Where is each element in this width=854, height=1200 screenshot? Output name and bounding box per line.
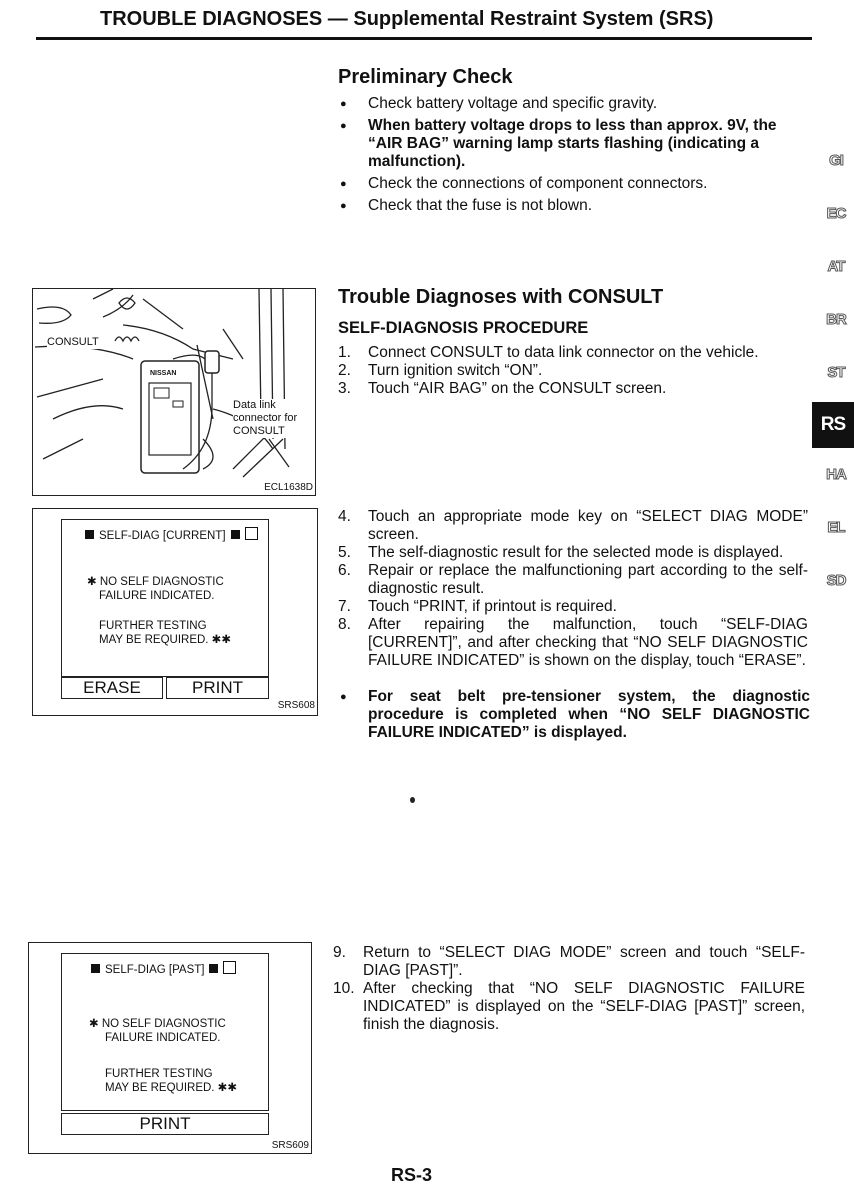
header-rule: [36, 37, 812, 40]
step-number: 4.: [338, 508, 351, 525]
step-number: 6.: [338, 562, 351, 579]
preliminary-check-list: [338, 95, 813, 219]
section-tab-br[interactable]: BR: [826, 311, 846, 328]
list-item: [333, 980, 805, 1034]
list-item: [338, 544, 808, 562]
self-diag-past-figure: [28, 942, 312, 1154]
screen-message: MAY BE REQUIRED. ✱✱: [105, 1082, 237, 1094]
step-text: After repairing the malfunction, touch “SELF-DIAG [CURRENT]”, and after checking that “NO SELF DIAGNOSTIC FAILURE INDICATED” is shown on the display, touch “ERASE”.: [368, 616, 808, 669]
screen-message: FAILURE INDICATED.: [105, 1032, 221, 1044]
list-item: ● Check that the fuse is not blown.: [338, 197, 813, 215]
step-number: 3.: [338, 380, 351, 397]
step-number: 1.: [338, 344, 351, 361]
list-item: ● Check the connections of component connectors.: [338, 175, 813, 193]
step-number: 2.: [338, 362, 351, 379]
step-text: Turn ignition switch “ON”.: [368, 362, 543, 379]
consult-label: CONSULT: [47, 336, 99, 348]
nissan-label: NISSAN: [150, 370, 177, 377]
screen-message: FURTHER TESTING: [105, 1068, 213, 1080]
list-item: [338, 508, 808, 544]
step-number: 10.: [333, 980, 355, 997]
step-text: Touch “PRINT, if printout is required.: [368, 598, 617, 615]
section-tab-el[interactable]: EL: [827, 519, 845, 536]
data-link-connector-label: [233, 399, 297, 438]
list-item: ● When battery voltage drops to less than approx. 9V, the “AIR BAG” warning lamp starts flashing (indicating a malfunction).: [338, 117, 813, 171]
steps-9-10: [333, 944, 805, 1034]
list-item: [338, 344, 808, 362]
screen-message: FAILURE INDICATED.: [99, 590, 215, 602]
connector-label-line: CONSULT: [233, 425, 285, 437]
section-tab-gi[interactable]: GI: [829, 152, 843, 169]
square-marker-icon: [231, 530, 240, 539]
list-item: [333, 944, 805, 980]
consult-section-heading: Trouble Diagnoses with CONSULT: [338, 286, 664, 308]
figure-code: SRS608: [277, 700, 315, 711]
note-list: [338, 688, 810, 746]
section-tab-sd[interactable]: SD: [826, 572, 846, 589]
page-header-title: TROUBLE DIAGNOSES — Supplemental Restraint System (SRS): [100, 8, 714, 30]
screen-title-row: [91, 961, 236, 977]
screen-title: SELF-DIAG [PAST]: [105, 964, 205, 976]
list-item: [338, 616, 808, 670]
consult-illustration: [33, 289, 315, 495]
pretensioner-note: ● For seat belt pre-tensioner system, the diagnostic procedure is completed when “NO SELF DIAGNOSTIC FAILURE INDICATED” is displayed.: [338, 688, 810, 742]
self-diag-current-figure: [32, 508, 318, 716]
connector-label-line: connector for: [233, 412, 298, 424]
empty-box-icon: [245, 527, 258, 540]
section-tab-at[interactable]: AT: [827, 258, 845, 275]
screen-message: ✱ NO SELF DIAGNOSTIC: [89, 1018, 226, 1030]
connector-label-line: Data link: [233, 399, 276, 411]
step-text: Connect CONSULT to data link connector on the vehicle.: [368, 344, 759, 361]
section-tab-ha[interactable]: HA: [826, 466, 846, 483]
section-tab-rs-active[interactable]: RS: [812, 402, 854, 448]
print-button: PRINT: [166, 677, 269, 699]
step-text: Touch an appropriate mode key on “SELECT DIAG MODE” screen.: [368, 508, 808, 543]
steps-1-3: [338, 344, 808, 398]
step-number: 8.: [338, 616, 351, 633]
figure-code: ECL1638D: [264, 482, 313, 493]
empty-box-icon: [223, 961, 236, 974]
section-tab-st[interactable]: ST: [827, 364, 845, 381]
preliminary-check-heading: Preliminary Check: [338, 66, 513, 88]
square-marker-icon: [91, 964, 100, 973]
list-item: [338, 380, 808, 398]
print-button: PRINT: [61, 1113, 269, 1135]
square-marker-icon: [85, 530, 94, 539]
step-number: 9.: [333, 944, 346, 961]
step-text: Return to “SELECT DIAG MODE” screen and touch “SELF-DIAG [PAST]”.: [363, 944, 805, 979]
screen-title: SELF-DIAG [CURRENT]: [99, 530, 226, 542]
step-text: Repair or replace the malfunctioning part according to the self-diagnostic result.: [368, 562, 808, 597]
screen-message: MAY BE REQUIRED. ✱✱: [99, 634, 231, 646]
step-number: 7.: [338, 598, 351, 615]
erase-button: ERASE: [61, 677, 163, 699]
square-marker-icon: [209, 964, 218, 973]
steps-4-8: [338, 508, 808, 670]
step-text: After checking that “NO SELF DIAGNOSTIC FAILURE INDICATED” is displayed on the “SELF-DIAG [PAST]” screen, finish the diagnosis.: [363, 980, 805, 1033]
list-item: [338, 562, 808, 598]
section-tab-ec[interactable]: EC: [826, 205, 846, 222]
self-diagnosis-subheading: SELF-DIAGNOSIS PROCEDURE: [338, 319, 589, 337]
list-item: [338, 362, 808, 380]
list-item: [338, 598, 808, 616]
step-text: Touch “AIR BAG” on the CONSULT screen.: [368, 380, 667, 397]
consult-connection-figure: [32, 288, 316, 496]
step-number: 5.: [338, 544, 351, 561]
figure-code: SRS609: [271, 1140, 309, 1151]
screen-message: FURTHER TESTING: [99, 620, 207, 632]
page-number: RS-3: [391, 1165, 433, 1185]
screen-title-row: [85, 527, 258, 543]
step-text: The self-diagnostic result for the selected mode is displayed.: [368, 544, 784, 561]
stray-mark: [410, 797, 415, 803]
list-item: ● Check battery voltage and specific gravity.: [338, 95, 813, 113]
screen-message: ✱ NO SELF DIAGNOSTIC: [87, 576, 224, 588]
